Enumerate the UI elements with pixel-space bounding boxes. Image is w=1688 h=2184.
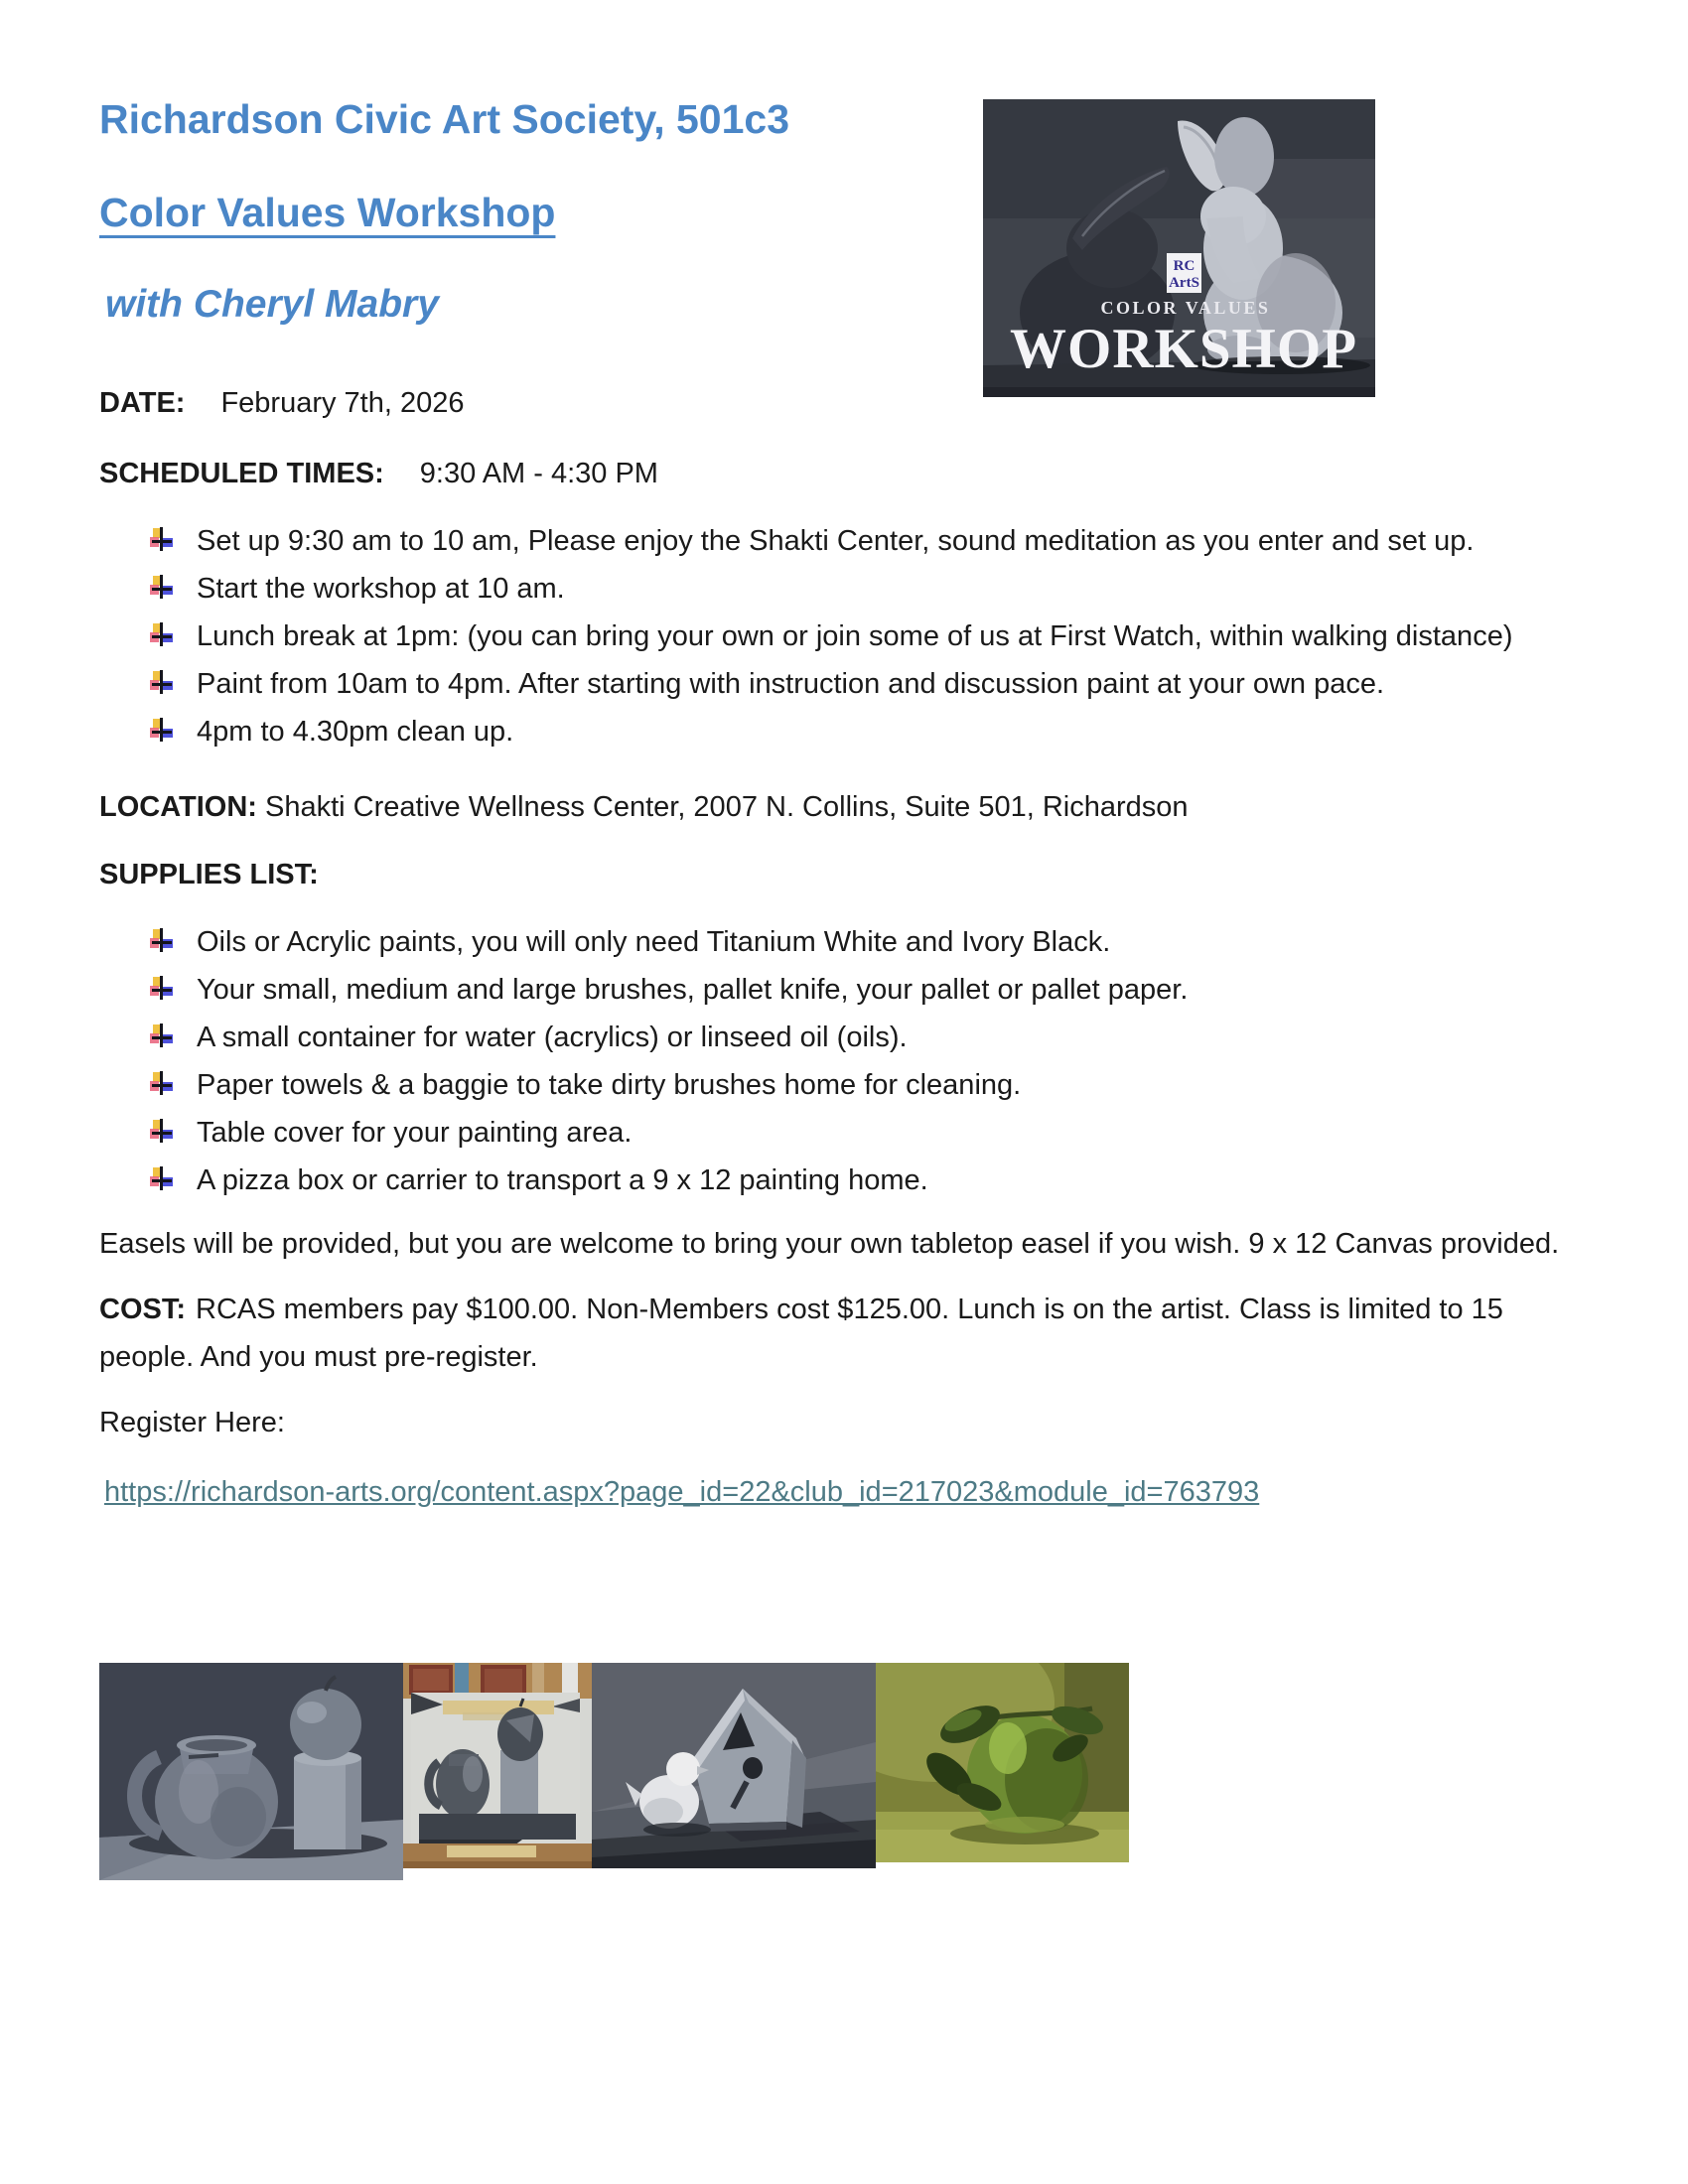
birdhouse-bird-image bbox=[592, 1663, 876, 1868]
schedule-item bbox=[149, 708, 1569, 755]
times-label: SCHEDULED TIMES: bbox=[99, 458, 384, 489]
org-title: Richardson Civic Art Society, 501c3 bbox=[99, 96, 789, 142]
cost-row bbox=[99, 1286, 1569, 1381]
register-label: Register Here: bbox=[99, 1407, 285, 1438]
colored-cross-bullet-icon bbox=[149, 622, 175, 648]
colored-cross-bullet-icon bbox=[149, 1166, 175, 1192]
schedule-item bbox=[149, 517, 1569, 565]
cost-label: COST: bbox=[99, 1294, 186, 1325]
schedule-item bbox=[149, 613, 1569, 660]
grayscale-pitcher-apple-painting bbox=[99, 1663, 403, 1880]
supplies-item bbox=[149, 1061, 1569, 1109]
easels-note: Easels will be provided, but you are welcome to bring your own tabletop easel if you wish. 9 x 12 Canvas provided. bbox=[99, 1228, 1560, 1260]
date-label: DATE: bbox=[99, 387, 186, 419]
supplies-item bbox=[149, 918, 1569, 966]
colored-cross-bullet-icon bbox=[149, 527, 175, 553]
schedule-item-text: Paint from 10am to 4pm. After starting with instruction and discussion paint at your own pace. bbox=[197, 668, 1385, 700]
schedule-item-text: 4pm to 4.30pm clean up. bbox=[197, 716, 514, 748]
green-apple-image bbox=[876, 1663, 1129, 1862]
green-apple-painting bbox=[876, 1663, 1129, 1862]
supplies-item-text: Oils or Acrylic paints, you will only need Titanium White and Ivory Black. bbox=[197, 926, 1111, 958]
schedule-list bbox=[99, 517, 1569, 755]
supplies-label: SUPPLIES LIST: bbox=[99, 859, 319, 890]
colored-cross-bullet-icon bbox=[149, 575, 175, 601]
workshop-title: Color Values Workshop bbox=[99, 190, 556, 235]
date-row bbox=[99, 379, 1569, 427]
instructor-line: with Cheryl Mabry bbox=[105, 283, 439, 326]
supplies-item-text: A small container for water (acrylics) or linseed oil (oils). bbox=[197, 1022, 908, 1053]
supplies-item bbox=[149, 1014, 1569, 1061]
colored-cross-bullet-icon bbox=[149, 1071, 175, 1097]
supplies-item-text: Your small, medium and large brushes, pallet knife, your pallet or pallet paper. bbox=[197, 974, 1189, 1006]
schedule-item bbox=[149, 660, 1569, 708]
colored-cross-bullet-icon bbox=[149, 976, 175, 1002]
schedule-item-text: Lunch break at 1pm: (you can bring your own or join some of us at First Watch, within walking distance) bbox=[197, 620, 1513, 652]
colored-cross-bullet-icon bbox=[149, 1024, 175, 1049]
supplies-item-text: Table cover for your painting area. bbox=[197, 1117, 633, 1149]
rcas-logo-top: RC bbox=[1173, 258, 1196, 274]
easel-value-study-photo bbox=[403, 1663, 592, 1868]
supplies-item bbox=[149, 1109, 1569, 1157]
easel-value-study-image bbox=[403, 1663, 592, 1868]
supplies-item-text: Paper towels & a baggie to take dirty brushes home for cleaning. bbox=[197, 1069, 1022, 1101]
supplies-item-text: A pizza box or carrier to transport a 9 x 12 painting home. bbox=[197, 1164, 928, 1196]
painting-gallery bbox=[99, 1663, 1569, 1880]
register-link[interactable]: https://richardson-arts.org/content.aspx?page_id=22&club_id=217023&module_id=763793 bbox=[104, 1476, 1260, 1508]
schedule-item-text: Start the workshop at 10 am. bbox=[197, 573, 565, 605]
supplies-list bbox=[99, 918, 1569, 1204]
times-value: 9:30 AM - 4:30 PM bbox=[419, 458, 658, 489]
rcas-logo-bottom: ArtS bbox=[1169, 275, 1199, 291]
location-row bbox=[99, 783, 1569, 831]
schedule-item-text: Set up 9:30 am to 10 am, Please enjoy the Shakti Center, sound meditation as you enter and set up. bbox=[197, 525, 1475, 557]
hero-title-text: WORKSHOP bbox=[1009, 318, 1358, 380]
date-value: February 7th, 2026 bbox=[220, 387, 465, 419]
cost-text: RCAS members pay $100.00. Non-Members cost $125.00. Lunch is on the artist. Class is limited to 15 people. And you must pre-register. bbox=[99, 1294, 1503, 1373]
schedule-item bbox=[149, 565, 1569, 613]
location-value: Shakti Creative Wellness Center, 2007 N. Collins, Suite 501, Richardson bbox=[265, 791, 1189, 823]
colored-cross-bullet-icon bbox=[149, 928, 175, 954]
grayscale-pitcher-apple-image bbox=[99, 1663, 403, 1880]
supplies-item bbox=[149, 1157, 1569, 1204]
times-row bbox=[99, 450, 1569, 497]
location-label: LOCATION: bbox=[99, 791, 257, 823]
supplies-item bbox=[149, 966, 1569, 1014]
register-link-row bbox=[99, 1468, 1569, 1516]
colored-cross-bullet-icon bbox=[149, 718, 175, 744]
colored-cross-bullet-icon bbox=[149, 1119, 175, 1145]
colored-cross-bullet-icon bbox=[149, 670, 175, 696]
hero-subtitle-text: COLOR VALUES bbox=[1100, 298, 1271, 318]
flyer-content bbox=[99, 95, 1569, 1880]
birdhouse-bird-painting bbox=[592, 1663, 876, 1868]
